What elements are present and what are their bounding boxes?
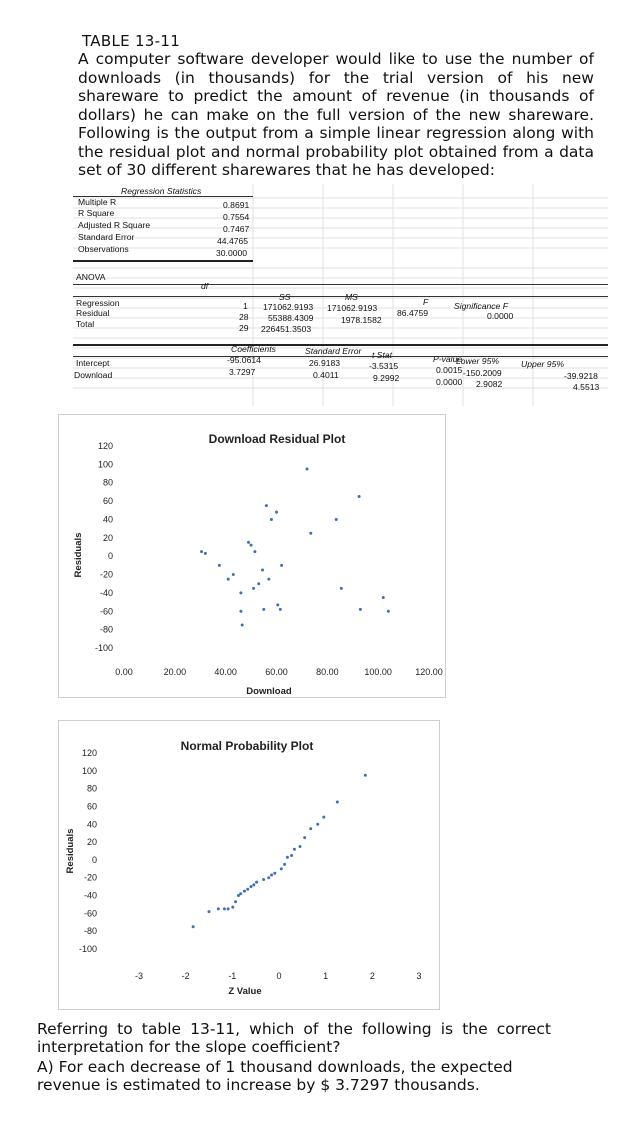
anova-sigf: 0.0000 [487, 311, 514, 321]
x-tick-label: 100.00 [364, 667, 392, 677]
coef-lower: 2.9082 [476, 379, 503, 389]
data-point [223, 907, 226, 910]
coef-p: 0.0000 [436, 377, 463, 387]
x-axis-label: Download [246, 686, 292, 697]
anova-row-label: Total [76, 319, 95, 329]
anova-header-ss: SS [279, 292, 291, 302]
coef-header-p: P-value [433, 354, 463, 364]
data-point [286, 856, 289, 859]
data-point [382, 596, 385, 599]
y-tick-label: -20 [99, 569, 113, 580]
y-tick-label: -20 [83, 872, 97, 883]
spreadsheet-gridlines [73, 184, 608, 406]
coef-t: 9.2992 [373, 373, 400, 383]
problem-description: A computer software developer would like to use the number of downloads (in thousands) for the trial version of his new shareware to predict the amount of revenue (in thousands of dollars) he can make on the full version of the new shareware. Following is the output from a simple linear regression along with the residual plot and normal probability plot obtained from a data set of 30 different sharewares that he has developed: [78, 50, 594, 179]
regression-output-table [73, 184, 608, 406]
y-tick-label: 20 [102, 532, 113, 543]
data-point [275, 511, 278, 514]
data-point [255, 881, 258, 884]
y-tick-label: -80 [99, 624, 113, 635]
coef-value: -95.0614 [227, 355, 261, 365]
x-tick-label: -2 [181, 971, 190, 981]
data-point [253, 550, 256, 553]
data-point [316, 823, 319, 826]
data-point [243, 890, 246, 893]
data-point [336, 801, 339, 804]
data-point [273, 872, 276, 875]
coef-lower: -150.2009 [463, 368, 502, 378]
coef-se: 0.4011 [313, 370, 339, 380]
data-point [309, 827, 312, 830]
x-tick-label: -3 [134, 971, 144, 981]
anova-ss: 171062.9193 [263, 302, 314, 312]
data-point [387, 610, 390, 613]
y-tick-label: 60 [86, 801, 97, 812]
data-point [227, 907, 230, 910]
data-point [261, 568, 264, 571]
data-point [252, 883, 255, 886]
anova-label: ANOVA [76, 272, 106, 282]
x-tick-label: 60.00 [265, 667, 288, 677]
stat-value: 0.7467 [223, 224, 250, 234]
normal-probability-plot-canvas [59, 721, 439, 1009]
y-tick-label: 40 [102, 514, 113, 525]
anova-ss: 55388.4309 [268, 313, 314, 323]
coef-header-upper: Upper 95% [521, 359, 564, 369]
anova-header-sigf: Significance F [454, 301, 508, 311]
x-tick-label: 120.00 [415, 667, 443, 677]
answer-option-a: A) For each decrease of 1 thousand downloads, the expected revenue is estimated to increase by $ 3.7297 thousands. [37, 1058, 513, 1094]
data-point [280, 867, 283, 870]
coef-value: 3.7297 [229, 367, 256, 377]
y-tick-label: -60 [83, 908, 97, 919]
y-tick-label: 0 [91, 854, 97, 865]
y-tick-label: 100 [97, 459, 113, 470]
anova-ms: 1978.1582 [341, 315, 382, 325]
x-tick-label: 0 [276, 971, 282, 981]
data-point [257, 582, 260, 585]
data-point [250, 885, 253, 888]
data-point [335, 518, 338, 521]
data-point [309, 532, 312, 535]
data-point [204, 552, 207, 555]
stat-value: 44.4765 [217, 236, 249, 246]
data-point [358, 495, 361, 498]
stat-label: Adjusted R Square [78, 220, 151, 230]
data-point [239, 610, 242, 613]
y-tick-label: -100 [78, 944, 97, 954]
chart-title: Download Residual Plot [208, 432, 346, 446]
coef-t: -3.5315 [369, 361, 399, 371]
y-tick-label: 80 [102, 477, 113, 488]
data-point [299, 845, 302, 848]
anova-row-label: Residual [76, 308, 110, 318]
anova-row-label: Regression [76, 298, 120, 308]
data-point [234, 900, 237, 903]
data-point [218, 564, 221, 567]
stat-label: Multiple R [78, 197, 117, 207]
data-point [303, 836, 306, 839]
stat-value: 30.0000 [216, 248, 248, 258]
data-point [290, 854, 293, 857]
data-point [239, 591, 242, 594]
stats-header: Regression Statistics [121, 186, 202, 196]
x-tick-label: 40.00 [214, 667, 237, 677]
x-tick-label: 3 [416, 971, 422, 981]
stat-value: 0.8691 [223, 200, 250, 210]
coef-upper: -39.9218 [564, 371, 598, 381]
residual-plot [58, 414, 446, 698]
data-point [306, 467, 309, 470]
anova-header-f: F [423, 297, 429, 307]
anova-header-ms: MS [345, 292, 358, 302]
data-point [267, 876, 270, 879]
data-point [252, 587, 255, 590]
data-point [364, 774, 367, 777]
y-tick-label: -40 [99, 587, 113, 598]
data-point [192, 925, 195, 928]
y-tick-label: -100 [94, 643, 113, 653]
stat-label: R Square [78, 208, 115, 218]
data-point [262, 878, 265, 881]
y-axis-label: Residuals [73, 532, 84, 578]
data-point [322, 816, 325, 819]
y-tick-label: 0 [107, 551, 113, 562]
residual-plot-canvas [59, 415, 445, 697]
data-point [270, 518, 273, 521]
coef-header-lower: Lower 95% [456, 356, 499, 366]
stat-value: 0.7554 [223, 212, 250, 222]
coef-row-label: Intercept [76, 358, 110, 368]
coef-header-coef: Coefficients [231, 344, 276, 354]
y-tick-label: 60 [102, 496, 113, 507]
anova-df: 29 [239, 323, 249, 333]
coef-se: 26.9183 [309, 358, 341, 368]
normal-probability-plot [58, 720, 440, 1010]
y-tick-label: 120 [81, 748, 97, 758]
x-tick-label: -1 [228, 971, 237, 981]
x-tick-label: 0.00 [115, 667, 133, 677]
y-tick-label: 80 [86, 783, 97, 794]
data-point [239, 892, 242, 895]
data-point [262, 608, 265, 611]
stat-label: Observations [78, 244, 129, 254]
anova-df: 28 [239, 312, 249, 322]
anova-header-df: df [201, 281, 209, 291]
data-point [250, 544, 253, 547]
y-tick-label: 100 [81, 765, 97, 776]
data-point [293, 848, 296, 851]
data-point [265, 504, 268, 507]
anova-ms: 171062.9193 [327, 303, 378, 313]
data-point [283, 863, 286, 866]
data-point [241, 624, 244, 627]
anova-f: 86.4759 [397, 308, 429, 318]
y-tick-label: 120 [97, 441, 113, 451]
y-tick-label: -80 [83, 926, 97, 937]
data-point [232, 573, 235, 576]
coef-header-t: t Stat [372, 350, 393, 360]
data-point [279, 608, 282, 611]
chart-title: Normal Probability Plot [180, 739, 314, 753]
y-tick-label: -40 [83, 890, 97, 901]
coef-row-label: Download [74, 370, 113, 380]
anova-df: 1 [243, 301, 248, 311]
data-point [280, 564, 283, 567]
data-point [247, 541, 250, 544]
data-point [270, 874, 273, 877]
x-axis-label: Z Value [228, 986, 262, 997]
question-text: Referring to table 13-11, which of the following is the correct interpretation for the slope coefficient? [37, 1020, 551, 1056]
coef-header-se: Standard Error [305, 346, 362, 356]
data-point [246, 888, 249, 891]
data-point [200, 550, 203, 553]
data-point [227, 578, 230, 581]
data-point [359, 608, 362, 611]
data-point [276, 603, 279, 606]
coef-p: 0.0015 [436, 365, 463, 375]
data-point [231, 906, 234, 909]
coef-upper: 4.5513 [573, 382, 600, 392]
table-title: TABLE 13-11 [82, 32, 181, 50]
y-tick-label: 40 [86, 819, 97, 830]
stat-label: Standard Error [78, 232, 135, 242]
data-point [267, 578, 270, 581]
data-point [340, 587, 343, 590]
data-point [217, 907, 220, 910]
y-tick-label: -60 [99, 606, 113, 617]
y-axis-label: Residuals [65, 828, 76, 874]
anova-ss: 226451.3503 [261, 324, 312, 334]
y-tick-label: 20 [86, 837, 97, 848]
x-tick-label: 2 [369, 971, 375, 981]
x-tick-label: 1 [323, 971, 329, 981]
x-tick-label: 20.00 [163, 667, 187, 677]
data-point [208, 910, 211, 913]
x-tick-label: 80.00 [316, 667, 339, 677]
